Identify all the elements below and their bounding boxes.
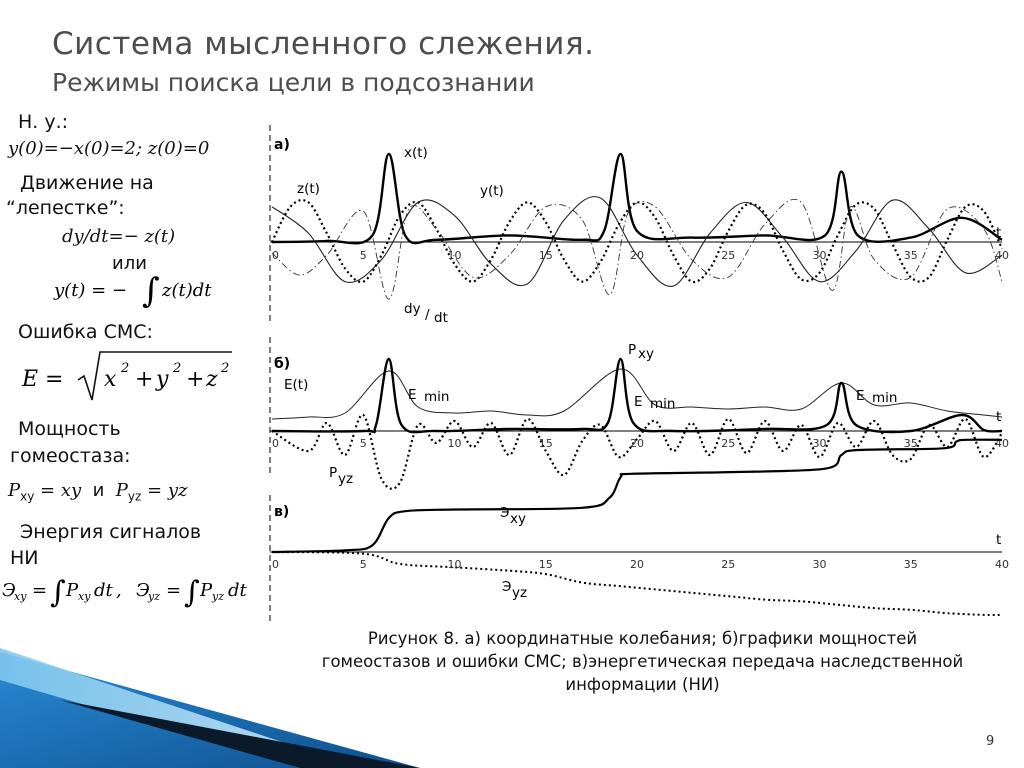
energy-formula: [0, 568, 264, 612]
panel-c-t-label: t: [996, 532, 1002, 548]
energy-eq-1: =: [32, 580, 48, 601]
tick-label-25: 25: [721, 558, 736, 571]
panel-a: [270, 125, 1009, 326]
tick-label-40: 40: [995, 558, 1009, 571]
label-x-t: x(t): [404, 145, 428, 161]
label-e-yz: Э: [502, 579, 512, 595]
tick-label-20: 20: [630, 249, 644, 262]
page-number: 9: [986, 734, 995, 749]
error-y-exp: 2: [173, 361, 182, 376]
tick-label-25: 25: [721, 249, 736, 262]
tick-label-0: 0: [272, 249, 279, 262]
power-p-yz: P: [115, 480, 128, 501]
label-dt: dt: [434, 310, 448, 326]
error-plus-2: +: [186, 367, 205, 392]
tick-label-40: 40: [995, 437, 1009, 450]
energy-integral-1: ∫: [50, 575, 66, 610]
energy-p-sub-xy: xy: [78, 590, 91, 603]
panel-c-tick-labels: [272, 558, 1009, 571]
panel-b-tag: б): [274, 356, 291, 372]
error-x: x: [104, 367, 117, 392]
petal-motion-label-2: “лепестке”:: [6, 197, 125, 219]
label-e-xy-sub: xy: [510, 511, 526, 527]
tick-label-0: 0: [272, 558, 279, 571]
label-emin-2-min: min: [650, 396, 676, 412]
label-e-xy: Э: [500, 505, 510, 521]
label-p-yz-sub: yz: [338, 471, 354, 487]
label-p-xy-sub: xy: [638, 346, 654, 362]
error-y: y: [156, 367, 169, 392]
label-p-xy: P: [628, 342, 637, 358]
energy-dt-1: dt: [94, 580, 113, 601]
error-plus-1: +: [135, 367, 154, 392]
tick-label-20: 20: [630, 558, 644, 571]
panel-b: [270, 337, 1009, 489]
power-eq-yz: = yz: [141, 480, 188, 501]
label-z-t: z(t): [297, 181, 320, 197]
series-line-эxy: [272, 440, 1002, 552]
energy-label: Энергия сигналов: [20, 521, 202, 543]
energy-eq-2: =: [166, 580, 182, 601]
tick-label-40: 40: [995, 249, 1009, 262]
slide-subtitle: Режимы поиска цели в подсознании: [52, 68, 535, 97]
panel-c: [270, 440, 1009, 625]
power-sub-yz: yz: [127, 489, 142, 504]
energy-sub-yz: yz: [148, 590, 161, 603]
energy-e-yz: Э: [136, 580, 150, 601]
energy-comma: ,: [116, 580, 122, 601]
energy-p-2: P: [200, 580, 213, 601]
panel-a-t-label: t: [996, 225, 1002, 241]
energy-p-1: P: [66, 580, 79, 601]
tick-label-20: 20: [630, 437, 644, 450]
tick-label-30: 30: [812, 437, 827, 450]
series-line-x-t: [272, 154, 1002, 243]
label-emin-1-e: E: [408, 387, 417, 403]
power-and: и: [92, 480, 105, 501]
tick-label-35: 35: [903, 249, 918, 262]
tick-label-35: 35: [903, 558, 918, 571]
tick-label-10: 10: [447, 437, 462, 450]
caption-line-1: Рисунок 8. а) координатные колебания; б)графики мощностей: [367, 629, 918, 648]
tick-label-10: 10: [447, 249, 462, 262]
energy-dt-2: dt: [228, 580, 247, 601]
label-emin-2-e: E: [634, 394, 643, 410]
label-p-yz: P: [329, 465, 338, 481]
panel-c-curves: [272, 440, 1002, 615]
corner-decoration: [0, 640, 420, 768]
panel-a-tag: а): [274, 137, 290, 153]
homeostasis-label-2: гомеостаза:: [10, 445, 131, 467]
initial-conditions-label: Н. у.:: [18, 111, 69, 133]
error-x-exp: 2: [121, 361, 130, 376]
label-emin-1-min: min: [424, 389, 450, 405]
tick-label-15: 15: [538, 249, 553, 262]
figure-plots: [262, 125, 1018, 625]
panel-c-tag: в): [274, 504, 290, 520]
power-eq-xy: = xy: [34, 480, 82, 501]
energy-e-xy: Э: [2, 580, 16, 601]
tick-label-5: 5: [359, 249, 367, 262]
label-dy: dy: [404, 301, 421, 317]
power-p-xy: P: [8, 480, 21, 501]
error-z: z: [206, 367, 218, 392]
homeostasis-label: Мощность: [18, 418, 121, 440]
error-lhs: E =: [22, 367, 64, 392]
tick-label-15: 15: [538, 558, 553, 571]
caption-line-2: гомеостазов и ошибки СМС; в)энергетическая передача наследственной: [321, 652, 964, 671]
tick-label-35: 35: [903, 437, 918, 450]
energy-p-sub-yz: yz: [212, 590, 225, 603]
integral-sign: ∫: [142, 271, 160, 311]
initial-conditions: y(0)=−x(0)=2; z(0)=0: [8, 138, 210, 159]
tick-label-5: 5: [359, 558, 367, 571]
label-e-yz-sub: yz: [512, 585, 528, 601]
panel-a-curves: [272, 154, 1002, 299]
integral-lhs: y(t) = −: [54, 280, 128, 301]
slide-title: Система мысленного слежения.: [52, 26, 595, 62]
label-e-t: E(t): [284, 377, 309, 393]
tick-label-10: 10: [447, 558, 462, 571]
caption-line-3: информации (НИ): [565, 675, 720, 694]
panel-b-curves: [272, 359, 1002, 489]
label-emin-3-min: min: [872, 390, 898, 406]
petal-motion-label: Движение на: [20, 172, 154, 194]
integral-rhs: z(t)dt: [162, 280, 212, 301]
label-y-t: y(t): [480, 183, 504, 199]
energy-label-2: НИ: [10, 547, 39, 569]
label-emin-3-e: E: [856, 388, 865, 404]
tick-label-0: 0: [272, 437, 279, 450]
tick-label-5: 5: [359, 437, 367, 450]
tick-label-30: 30: [812, 558, 827, 571]
power-formula: [8, 480, 188, 504]
petal-equation: dy/dt=− z(t): [62, 226, 176, 247]
power-sub-xy: xy: [20, 489, 35, 504]
error-label: Ошибка СМС:: [18, 321, 153, 343]
panel-b-tick-labels: [272, 437, 1009, 450]
integral-formula: [50, 264, 220, 312]
tick-label-15: 15: [538, 437, 553, 450]
energy-sub-xy: xy: [14, 590, 27, 603]
error-z-exp: 2: [221, 361, 230, 376]
tick-label-30: 30: [812, 249, 827, 262]
panel-b-t-label: t: [996, 409, 1002, 425]
label-slash: /: [425, 307, 430, 323]
or-text: или: [112, 253, 147, 274]
error-formula: [18, 348, 234, 406]
tick-label-25: 25: [721, 437, 736, 450]
energy-integral-2: ∫: [184, 575, 200, 610]
